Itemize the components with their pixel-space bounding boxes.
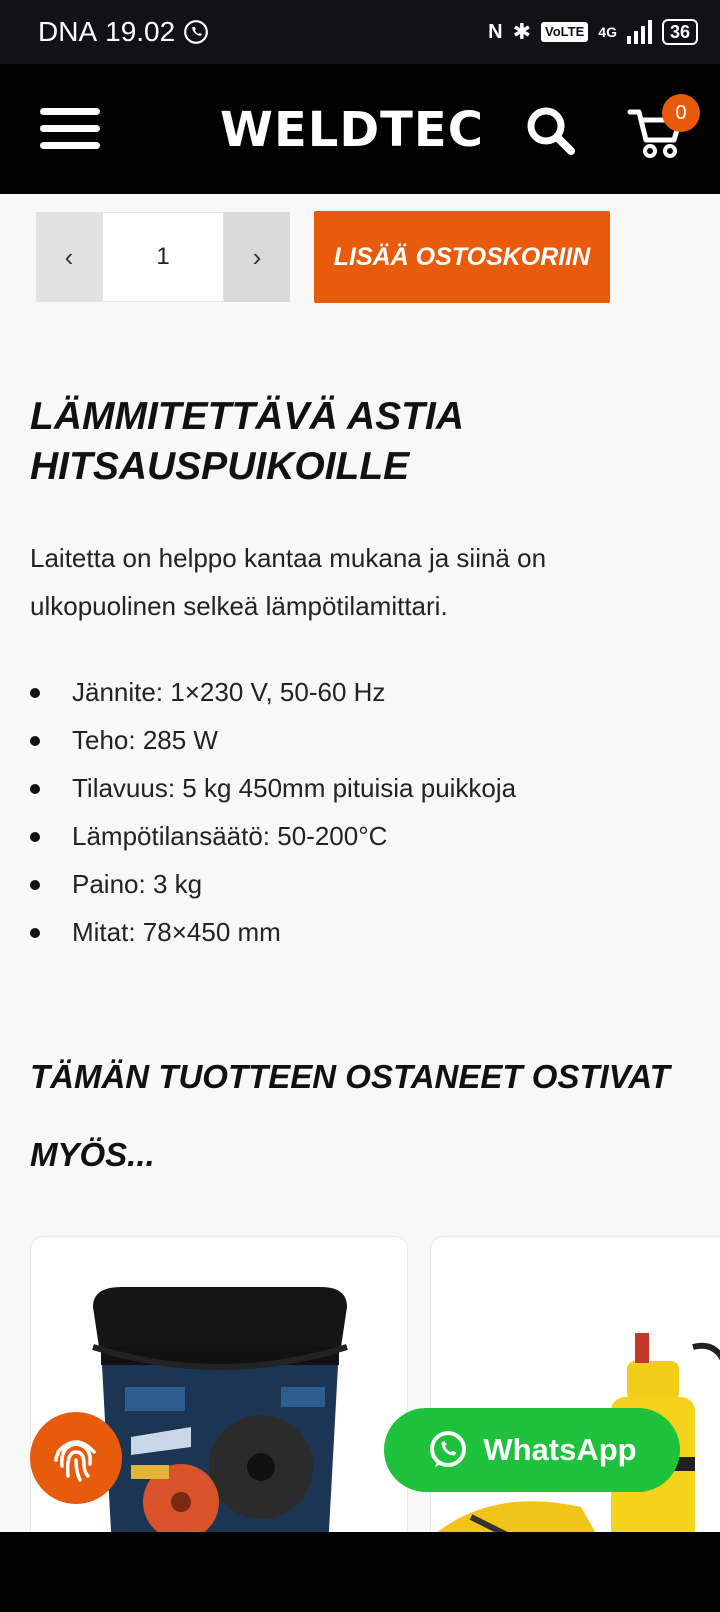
whatsapp-notification-icon xyxy=(183,19,209,45)
status-left xyxy=(38,16,209,48)
product-description: Laitetta on helppo kantaa mukana ja siinä on ulkopuolinen selkeä lämpötilamittari. xyxy=(30,543,547,621)
nfc-icon: N xyxy=(488,20,503,43)
related-product-card[interactable] xyxy=(430,1236,720,1576)
increase-quantity-button[interactable]: › xyxy=(224,212,290,302)
volte-badge: VoLTE xyxy=(541,22,588,42)
search-icon xyxy=(524,104,578,158)
product-title: LÄMMITETTÄVÄ ASTIA HITSAUSPUIKOILLE xyxy=(30,395,463,488)
quantity-stepper xyxy=(36,212,290,304)
whatsapp-button[interactable] xyxy=(384,1408,680,1492)
status-bar xyxy=(0,0,720,64)
add-to-cart-button[interactable]: LISÄÄ OSTOSKORIIN xyxy=(314,211,610,303)
accessibility-button[interactable] xyxy=(30,1412,122,1504)
hamburger-icon-line xyxy=(40,142,100,149)
status-right xyxy=(488,19,698,45)
site-header xyxy=(0,64,720,194)
related-products-title: TÄMÄN TUOTTEEN OSTANEET OSTIVAT MYÖS... xyxy=(30,1058,670,1173)
hamburger-icon xyxy=(40,108,100,115)
spec-item: Jännite: 1×230 V, 50-60 Hz xyxy=(30,668,670,716)
product-image xyxy=(31,1237,408,1576)
hamburger-icon-line xyxy=(40,125,100,132)
spec-item: Tilavuus: 5 kg 450mm pituisia puikkoja xyxy=(30,764,670,812)
cart-count-badge: 0 xyxy=(662,94,700,132)
whatsapp-label: WhatsApp xyxy=(483,1432,637,1467)
search-button[interactable] xyxy=(524,104,578,158)
spec-item: Mitat: 78×450 mm xyxy=(30,908,670,956)
quantity-input[interactable] xyxy=(102,212,224,302)
spec-list xyxy=(30,668,670,956)
spec-item: Paino: 3 kg xyxy=(30,860,670,908)
decrease-quantity-button[interactable]: ‹ xyxy=(36,212,102,302)
signal-icon xyxy=(627,20,652,44)
spec-item: Lämpötilansäätö: 50-200°C xyxy=(30,812,670,860)
battery-icon: 36 xyxy=(662,19,698,45)
logo[interactable]: WELDTEC xyxy=(220,102,484,158)
network-type: 4G xyxy=(598,24,617,40)
menu-button[interactable] xyxy=(40,108,100,150)
product-image xyxy=(431,1237,720,1576)
related-product-card[interactable] xyxy=(30,1236,408,1576)
carrier-label: DNA xyxy=(38,16,98,47)
spec-item: Teho: 285 W xyxy=(30,716,670,764)
bluetooth-icon: ✱ xyxy=(512,19,532,44)
fingerprint-icon xyxy=(48,1430,104,1486)
whatsapp-icon xyxy=(427,1429,469,1471)
system-navigation-bar xyxy=(0,1532,720,1612)
clock: 19.02 xyxy=(105,16,176,47)
